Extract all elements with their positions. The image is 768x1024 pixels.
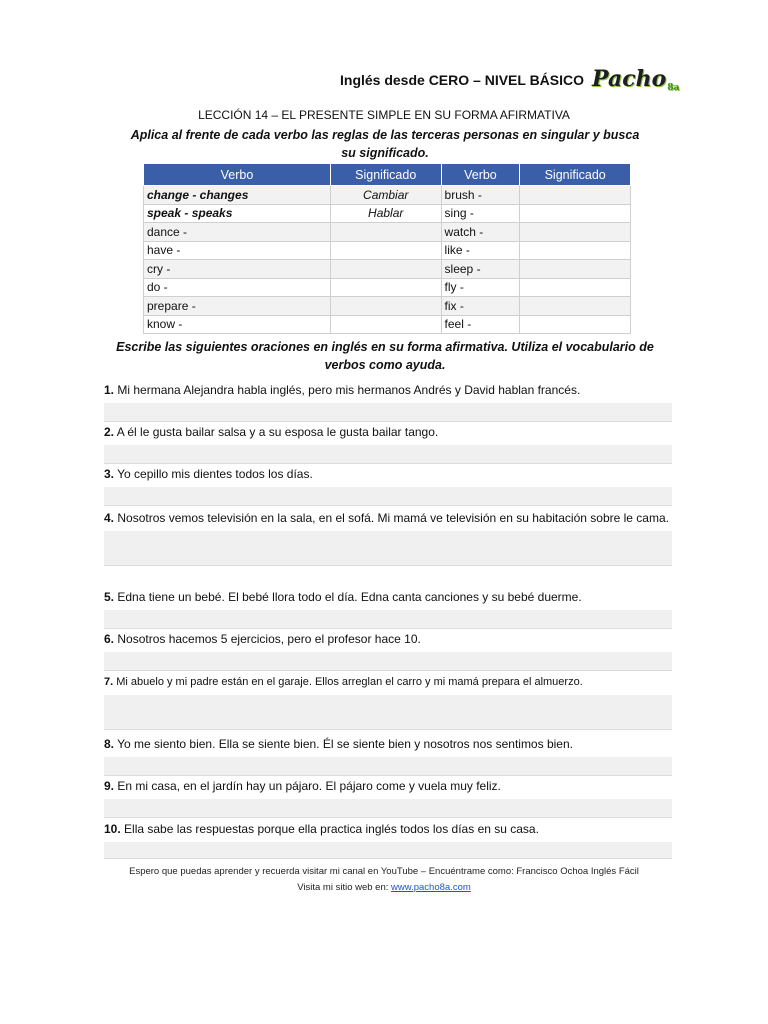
exercise-number: 9. (104, 779, 115, 793)
pacho-logo: Pacho$_{8a}$ (592, 66, 680, 93)
footer-website-line: Visita mi sitio web en: www.pacho8a.com (297, 882, 471, 893)
meaning-cell[interactable] (330, 278, 441, 297)
answer-field[interactable] (104, 487, 672, 506)
header-verb-2: Verbo (441, 164, 520, 186)
page-footer (0, 864, 768, 896)
table-row (144, 260, 631, 279)
exercise-text: Nosotros hacemos 5 ejercicios, pero el profesor hace 10. (117, 632, 421, 646)
verb-cell: fly - (441, 278, 520, 297)
table-row (144, 315, 631, 334)
verb-cell: sleep - (441, 260, 520, 279)
verb-cell: speak - speaks (144, 204, 331, 223)
exercise-item (104, 735, 672, 776)
table-row (144, 223, 631, 242)
exercise-number: 6. (104, 632, 115, 646)
exercise-number: 1. (104, 383, 115, 397)
answer-field[interactable] (104, 652, 672, 671)
table-row (144, 278, 631, 297)
verb-cell: change - changes (144, 186, 331, 205)
lesson-title: LECCIÓN 14 – EL PRESENTE SIMPLE EN SU FORMA AFIRMATIVA (198, 108, 570, 122)
exercise-item (104, 820, 672, 859)
verb-cell: do - (144, 278, 331, 297)
exercise-item (104, 630, 672, 671)
answer-field[interactable] (104, 842, 672, 859)
exercise-item (104, 588, 672, 629)
exercise-text: Yo cepillo mis dientes todos los días. (117, 467, 313, 481)
exercise-number: 5. (104, 590, 115, 604)
exercise-item (104, 509, 672, 566)
meaning-cell[interactable] (520, 241, 631, 260)
exercise-text: Mi hermana Alejandra habla inglés, pero mis hermanos Andrés y David hablan francés. (117, 383, 581, 397)
verb-cell: brush - (441, 186, 520, 205)
exercise-instruction: Escribe las siguientes oraciones en inglés en su forma afirmativa. Utiliza el vocabulario de verbos como ayuda. (116, 340, 654, 372)
exercise-item (104, 465, 672, 506)
answer-field[interactable] (104, 799, 672, 818)
exercise-text: Nosotros vemos televisión en la sala, en el sofá. Mi mamá ve televisión en su habitación sobre le cama. (117, 511, 669, 525)
table-row (144, 241, 631, 260)
exercise-number: 7. (104, 676, 114, 688)
website-link[interactable]: www.pacho8a.com (391, 882, 471, 893)
answer-field[interactable] (104, 531, 672, 566)
verb-cell: cry - (144, 260, 331, 279)
table-row (144, 297, 631, 316)
verb-cell: fix - (441, 297, 520, 316)
meaning-cell[interactable] (330, 223, 441, 242)
meaning-cell[interactable] (520, 297, 631, 316)
verb-cell: feel - (441, 315, 520, 334)
meaning-cell[interactable] (520, 315, 631, 334)
course-title: Inglés desde CERO – NIVEL BÁSICO (340, 72, 585, 88)
meaning-cell[interactable]: Hablar (330, 204, 441, 223)
exercise-number: 2. (104, 425, 115, 439)
answer-field[interactable] (104, 757, 672, 776)
verb-cell: prepare - (144, 297, 331, 316)
verb-cell: watch - (441, 223, 520, 242)
verb-cell: sing - (441, 204, 520, 223)
exercise-text: Yo me siento bien. Ella se siente bien. Él se siente bien y nosotros nos sentimos bien. (117, 737, 573, 751)
meaning-cell[interactable] (330, 241, 441, 260)
page-header (340, 66, 680, 106)
table-row (144, 204, 631, 223)
verb-cell: have - (144, 241, 331, 260)
exercise-item (104, 381, 672, 422)
exercise-text: Mi abuelo y mi padre están en el garaje. Ellos arreglan el carro y mi mamá prepara el almuerzo. (116, 676, 583, 688)
verbs-table (143, 163, 631, 334)
header-meaning-2: Significado (520, 164, 631, 186)
table-instruction: Aplica al frente de cada verbo las reglas de las terceras personas en singular y busca su significado. (130, 128, 640, 160)
table-row (144, 186, 631, 205)
exercise-item (104, 423, 672, 464)
answer-field[interactable] (104, 403, 672, 422)
exercise-number: 3. (104, 467, 115, 481)
exercise-text: A él le gusta bailar salsa y a su esposa le gusta bailar tango. (116, 425, 439, 439)
exercise-item (104, 673, 672, 730)
answer-field[interactable] (104, 610, 672, 629)
meaning-cell[interactable] (520, 223, 631, 242)
meaning-cell[interactable] (520, 278, 631, 297)
verb-cell: dance - (144, 223, 331, 242)
exercise-number: 8. (104, 737, 115, 751)
answer-field[interactable] (104, 695, 672, 730)
footer-message: Espero que puedas aprender y recuerda visitar mi canal en YouTube – Encuéntrame como: Francisco Ochoa Inglés Fácil (129, 866, 639, 877)
answer-field[interactable] (104, 445, 672, 464)
verb-cell: know - (144, 315, 331, 334)
verb-cell: like - (441, 241, 520, 260)
exercise-text: Ella sabe las respuestas porque ella practica inglés todos los días en su casa. (124, 822, 539, 836)
header-meaning-1: Significado (330, 164, 441, 186)
exercise-number: 10. (104, 822, 121, 836)
exercise-text: En mi casa, en el jardín hay un pájaro. El pájaro come y vuela muy feliz. (117, 779, 501, 793)
meaning-cell[interactable]: Cambiar (330, 186, 441, 205)
table-header-row (144, 164, 631, 186)
meaning-cell[interactable] (520, 260, 631, 279)
exercise-number: 4. (104, 511, 115, 525)
exercise-text: Edna tiene un bebé. El bebé llora todo el día. Edna canta canciones y su bebé duerme. (117, 590, 582, 604)
meaning-cell[interactable] (330, 260, 441, 279)
meaning-cell[interactable] (520, 204, 631, 223)
header-verb-1: Verbo (144, 164, 331, 186)
meaning-cell[interactable] (330, 315, 441, 334)
exercise-item (104, 777, 672, 818)
meaning-cell[interactable] (520, 186, 631, 205)
meaning-cell[interactable] (330, 297, 441, 316)
